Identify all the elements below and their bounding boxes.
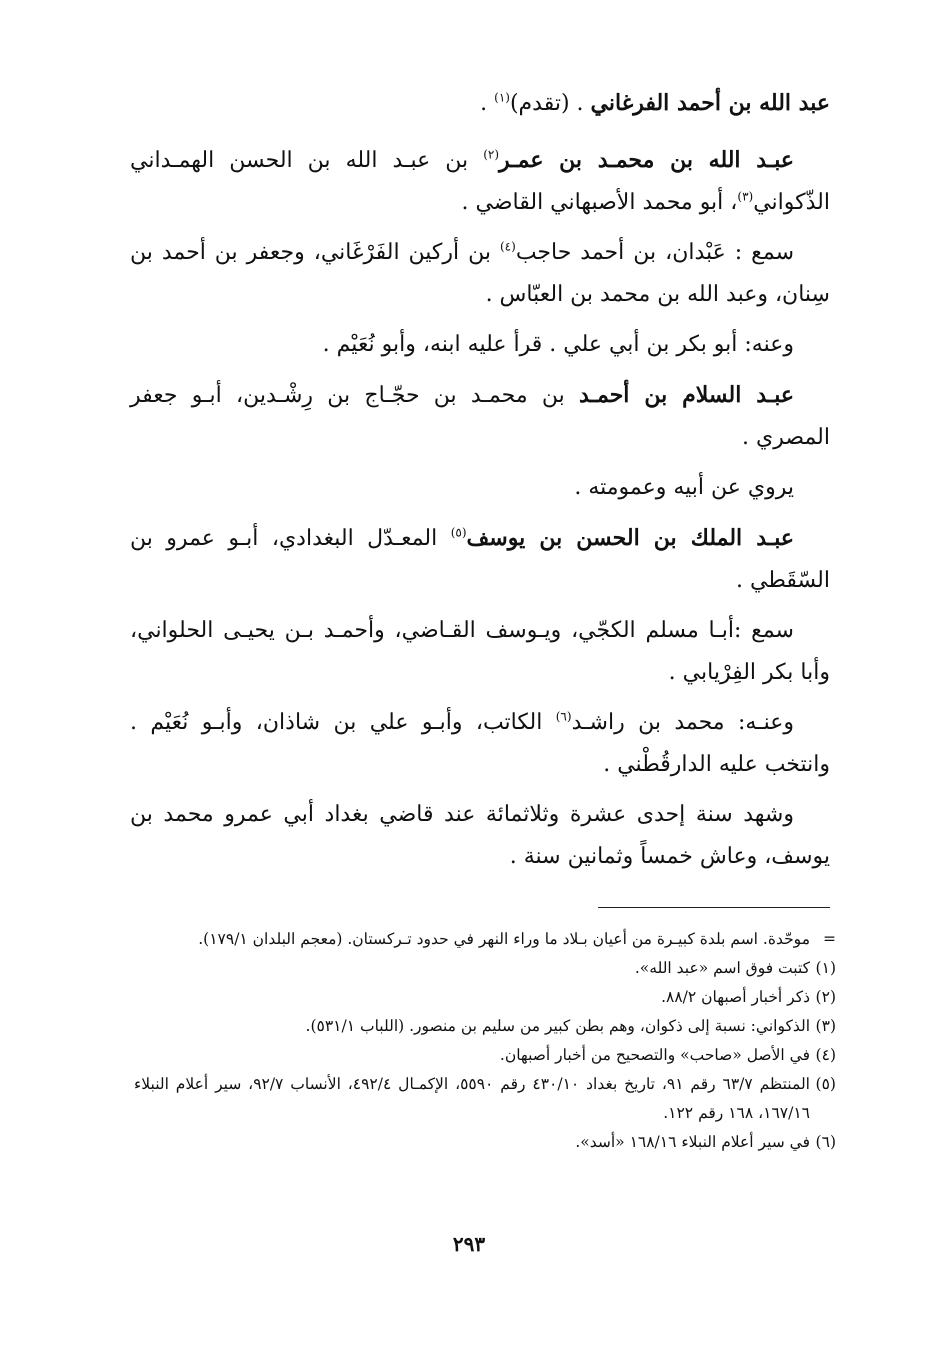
footnote-1 <box>134 954 836 983</box>
entry-abdassalam <box>130 374 830 459</box>
entry-text: بن عبـد الله بن الحسن الهمـداني الذّكواني <box>130 148 830 215</box>
footnote-text: موحّدة. اسم بلدة كبيـرة من أعيان بـلاد ما وراء النهر في حدود تـركستان. (معجم البلدان ١٧٩/١). <box>198 930 810 948</box>
footnote-ref[interactable]: (١) <box>494 90 510 105</box>
footnote-number: (٥) <box>815 1075 836 1093</box>
para-text: وعنـه: محمد بن راشـد <box>571 710 794 735</box>
entry-name: عبـد الملك بن الحسن بن يوسف <box>466 525 794 551</box>
footnote-ref[interactable]: (٦) <box>555 709 572 724</box>
footnote-number: (٤) <box>815 1046 836 1064</box>
footnote-text: في الأصل «صاحب» والتصحيح من أخبار أصبهان. <box>499 1046 810 1064</box>
footnote-text: المنتظم ٦٣/٧ رقم ٩١، تاريخ بغداد ٤٣٠/١٠ رقم ٥٥٩٠، الإكمـال ٤٩٢/٤، الأنساب ٩٢/٧، سير أعلام النبلاء ١٦٧/١٦، ١٦٨ رقم ١٢٢. <box>134 1075 810 1122</box>
main-text <box>130 82 830 878</box>
footnote-number: = <box>823 930 836 948</box>
footnote-4 <box>134 1041 836 1070</box>
page-number: ٢٩٣ <box>452 1232 486 1256</box>
footnotes <box>134 925 836 1157</box>
footnote-text: كتبت فوق اسم «عبد الله». <box>634 959 810 977</box>
paragraph-sami <box>130 232 830 316</box>
footnote-text: في سير أعلام النبلاء ١٦٨/١٦ «أسد». <box>575 1133 810 1151</box>
paragraph-yarwi <box>130 467 830 509</box>
paragraph-anhu-2 <box>130 702 830 786</box>
paragraph-sami-2 <box>130 610 830 694</box>
para-text: سمع : عَبْدان، بن أحمد حاجب <box>515 240 794 265</box>
footnote-6 <box>134 1128 836 1157</box>
entry-name: عبـد السلام بن أحمـد <box>579 382 794 408</box>
entry-name: عبـد الله بن محمـد بن عمـر <box>499 147 794 173</box>
footnote-number: (٦) <box>815 1133 836 1151</box>
paragraph-shahid <box>130 794 830 878</box>
footnote-2 <box>134 983 836 1012</box>
entry-abdalmalik <box>130 517 830 602</box>
para-text-2: بن أركين الفَرْغَاني، وجعفر بن أحمد بن سِنان، وعبد الله بن محمد بن العبّاس . <box>130 240 830 307</box>
entry-tail: . <box>480 91 488 116</box>
entry-abdallah-muhammad <box>130 139 830 224</box>
para-text: وعنه: أبو بكر بن أبي علي . قرأ عليه ابنه، وأبو نُعَيْم . <box>322 332 794 357</box>
footnote-ref[interactable]: (٣) <box>737 189 754 204</box>
entry-text: المعـدّل البغدادي، أبـو عمرو بن السّقَطي . <box>130 526 830 593</box>
para-text: وشهد سنة إحدى عشرة وثلاثمائة عند قاضي بغداد أبي عمرو محمد بن يوسف، وعاش خمساً وثمانين سنة . <box>130 802 830 869</box>
para-text-2: الكاتب، وأبـو علي بن شاذان، وأبـو نُعَيْم . وانتخب عليه الدارقُطْني . <box>130 710 830 777</box>
para-text: يروي عن أبيه وعمومته . <box>574 475 794 500</box>
footnote-divider <box>598 907 830 908</box>
footnote-ref[interactable]: (٥) <box>450 525 467 540</box>
footnote-3 <box>134 1012 836 1041</box>
footnote-ref[interactable]: (٤) <box>499 239 516 254</box>
footnote-number: (١) <box>815 959 836 977</box>
entry-text-2: ، أبو محمد الأصبهاني القاضي . <box>461 190 738 215</box>
footnote-5 <box>134 1070 836 1128</box>
entry-text: بن محمـد بن حجّـاج بن رِشْـدين، أبـو جعفر المصري . <box>130 383 830 450</box>
footnote-ref[interactable]: (٢) <box>483 147 500 162</box>
entry-abdallah-farghani <box>130 82 830 125</box>
footnote-number: (٢) <box>815 988 836 1006</box>
footnote-text: ذكر أخبار أصبهان ٨٨/٢. <box>661 988 810 1006</box>
footnote-text: الذكواني: نسبة إلى ذكوان، وهم بطن كبير من سليم بن منصور. (اللباب ٥٣١/١). <box>305 1017 810 1035</box>
paragraph-anhu <box>130 324 830 366</box>
entry-text: . (تقدم) <box>509 91 584 116</box>
footnote-continued <box>134 925 836 954</box>
para-text: سمع :أبـا مسلم الكجّي، ويـوسف القـاضي، وأحمـد بـن يحيـى الحلواني، وأبا بكر الفِرْيابي . <box>130 618 830 685</box>
footnote-number: (٣) <box>815 1017 836 1035</box>
entry-name: عبد الله بن أحمد الفرغاني <box>590 90 830 116</box>
